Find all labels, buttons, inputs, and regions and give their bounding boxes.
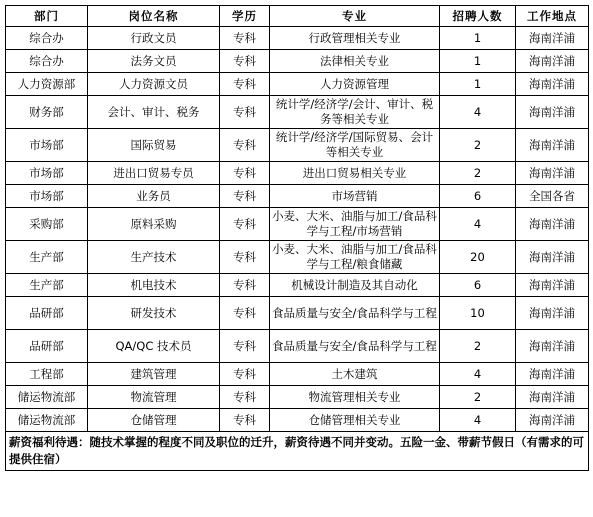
cell-location: 海南洋浦: [516, 27, 589, 50]
cell-major: 小麦、大米、油脂与加工/食品科学与工程/粮食储藏: [270, 241, 440, 274]
header-location: 工作地点: [516, 6, 589, 27]
cell-dept: 储运物流部: [6, 409, 88, 432]
cell-position: 业务员: [88, 185, 220, 208]
cell-dept: 综合办: [6, 27, 88, 50]
table-row: [6, 129, 589, 162]
cell-major: 食品质量与安全/食品科学与工程: [270, 297, 440, 330]
cell-dept: 品研部: [6, 297, 88, 330]
cell-dept: 品研部: [6, 330, 88, 363]
cell-education: 专科: [220, 129, 270, 162]
cell-position: 原料采购: [88, 208, 220, 241]
cell-location: 海南洋浦: [516, 96, 589, 129]
footer-row: [6, 432, 589, 471]
cell-location: 海南洋浦: [516, 73, 589, 96]
cell-major: 仓储管理相关专业: [270, 409, 440, 432]
table-row: [6, 208, 589, 241]
cell-major: 进出口贸易相关专业: [270, 162, 440, 185]
cell-major: 小麦、大米、油脂与加工/食品科学与工程/市场营销: [270, 208, 440, 241]
cell-dept: 生产部: [6, 274, 88, 297]
cell-major: 市场营销: [270, 185, 440, 208]
cell-count: 1: [440, 50, 516, 73]
cell-dept: 市场部: [6, 185, 88, 208]
cell-position: 研发技术: [88, 297, 220, 330]
cell-count: 2: [440, 129, 516, 162]
cell-education: 专科: [220, 96, 270, 129]
table-row: [6, 27, 589, 50]
cell-education: 专科: [220, 27, 270, 50]
cell-education: 专科: [220, 73, 270, 96]
cell-education: 专科: [220, 330, 270, 363]
cell-location: 海南洋浦: [516, 297, 589, 330]
cell-major: 食品质量与安全/食品科学与工程: [270, 330, 440, 363]
cell-dept: 储运物流部: [6, 386, 88, 409]
cell-count: 1: [440, 73, 516, 96]
cell-major: 统计学/经济学/会计、审计、税务等相关专业: [270, 96, 440, 129]
header-position: 岗位名称: [88, 6, 220, 27]
cell-location: 全国各省: [516, 185, 589, 208]
cell-dept: 采购部: [6, 208, 88, 241]
recruitment-table: [5, 5, 589, 471]
cell-position: 法务文员: [88, 50, 220, 73]
header-dept: 部门: [6, 6, 88, 27]
table-row: [6, 50, 589, 73]
cell-location: 海南洋浦: [516, 386, 589, 409]
cell-count: 6: [440, 185, 516, 208]
cell-count: 2: [440, 162, 516, 185]
cell-major: 法律相关专业: [270, 50, 440, 73]
cell-dept: 生产部: [6, 241, 88, 274]
cell-count: 2: [440, 386, 516, 409]
cell-education: 专科: [220, 409, 270, 432]
cell-location: 海南洋浦: [516, 241, 589, 274]
cell-count: 20: [440, 241, 516, 274]
cell-count: 10: [440, 297, 516, 330]
cell-location: 海南洋浦: [516, 409, 589, 432]
cell-location: 海南洋浦: [516, 363, 589, 386]
table-row: [6, 185, 589, 208]
table-row: [6, 162, 589, 185]
cell-location: 海南洋浦: [516, 330, 589, 363]
cell-position: 物流管理: [88, 386, 220, 409]
cell-dept: 财务部: [6, 96, 88, 129]
cell-major: 机械设计制造及其自动化: [270, 274, 440, 297]
cell-location: 海南洋浦: [516, 162, 589, 185]
cell-location: 海南洋浦: [516, 50, 589, 73]
table-row: [6, 409, 589, 432]
cell-position: 行政文员: [88, 27, 220, 50]
cell-dept: 人力资源部: [6, 73, 88, 96]
cell-location: 海南洋浦: [516, 129, 589, 162]
table-row: [6, 241, 589, 274]
cell-dept: 市场部: [6, 162, 88, 185]
benefits-note: 薪资福利待遇：随技术掌握的程度不同及职位的迁升，薪资待遇不同并变动。五险一金、带薪节假日（有需求的可提供住宿）: [6, 432, 589, 471]
cell-position: 建筑管理: [88, 363, 220, 386]
cell-dept: 综合办: [6, 50, 88, 73]
cell-major: 物流管理相关专业: [270, 386, 440, 409]
cell-dept: 工程部: [6, 363, 88, 386]
cell-education: 专科: [220, 208, 270, 241]
cell-count: 6: [440, 274, 516, 297]
cell-education: 专科: [220, 162, 270, 185]
cell-count: 4: [440, 409, 516, 432]
table-row: [6, 297, 589, 330]
cell-education: 专科: [220, 274, 270, 297]
cell-education: 专科: [220, 386, 270, 409]
cell-position: 机电技术: [88, 274, 220, 297]
cell-major: 土木建筑: [270, 363, 440, 386]
cell-position: 仓储管理: [88, 409, 220, 432]
cell-position: QA/QC 技术员: [88, 330, 220, 363]
cell-major: 行政管理相关专业: [270, 27, 440, 50]
header-row: [6, 6, 589, 27]
cell-position: 进出口贸易专员: [88, 162, 220, 185]
header-count: 招聘人数: [440, 6, 516, 27]
table-row: [6, 73, 589, 96]
table-row: [6, 363, 589, 386]
cell-education: 专科: [220, 297, 270, 330]
cell-location: 海南洋浦: [516, 208, 589, 241]
cell-education: 专科: [220, 241, 270, 274]
cell-dept: 市场部: [6, 129, 88, 162]
table-row: [6, 386, 589, 409]
cell-count: 4: [440, 208, 516, 241]
cell-count: 4: [440, 363, 516, 386]
cell-position: 会计、审计、税务: [88, 96, 220, 129]
cell-position: 人力资源文员: [88, 73, 220, 96]
cell-position: 生产技术: [88, 241, 220, 274]
cell-education: 专科: [220, 185, 270, 208]
cell-count: 2: [440, 330, 516, 363]
cell-count: 1: [440, 27, 516, 50]
cell-education: 专科: [220, 50, 270, 73]
cell-major: 统计学/经济学/国际贸易、会计等相关专业: [270, 129, 440, 162]
cell-location: 海南洋浦: [516, 274, 589, 297]
cell-education: 专科: [220, 363, 270, 386]
cell-count: 4: [440, 96, 516, 129]
table-row: [6, 330, 589, 363]
table-row: [6, 274, 589, 297]
cell-major: 人力资源管理: [270, 73, 440, 96]
header-major: 专业: [270, 6, 440, 27]
table-row: [6, 96, 589, 129]
header-education: 学历: [220, 6, 270, 27]
cell-position: 国际贸易: [88, 129, 220, 162]
